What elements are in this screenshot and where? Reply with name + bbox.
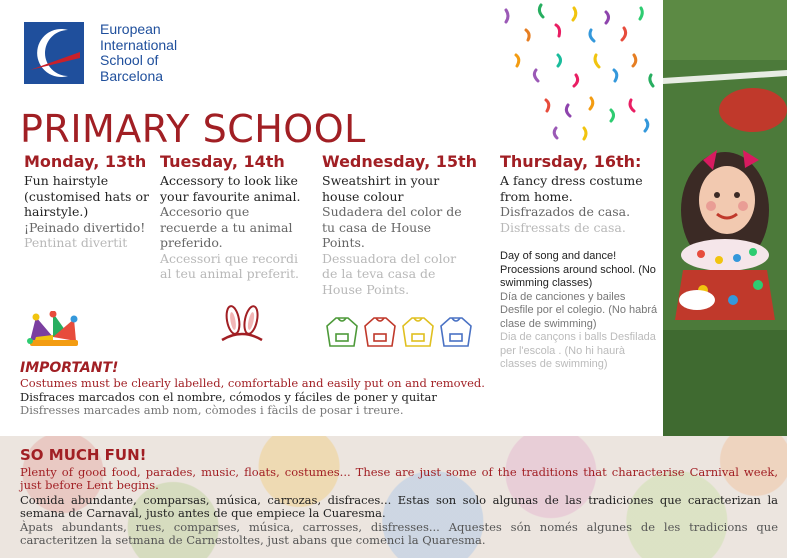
day-text-en: A fancy dress costume from home. bbox=[500, 173, 643, 204]
thursday-extra-ca: Dia de cançons i balls Desfilada per l'escola . (No hi haurà classes de swimming) bbox=[500, 331, 656, 370]
important-text-es: Disfraces marcados con el nombre, cómodos y fáciles de poner y quitar bbox=[20, 389, 437, 404]
school-name-line: International bbox=[100, 36, 178, 53]
day-heading: Monday, 13th bbox=[24, 152, 147, 171]
school-name-line: Barcelona bbox=[100, 67, 164, 84]
important-notice bbox=[20, 360, 490, 418]
thursday-extra-en: Day of song and dance! Processions around school. (No swimming classes) bbox=[500, 250, 656, 289]
day-text-es: Disfrazados de casa. bbox=[500, 204, 631, 219]
jester-hat-icon bbox=[22, 311, 84, 351]
school-name bbox=[100, 22, 177, 84]
fun-text-es: Comida abundante, comparsas, música, carrozas, disfraces... Estas son solo algunas de las tradiciones que caracterizan la semana de Carnaval, justo antes de que empiece la Cuaresma. bbox=[20, 493, 778, 520]
thursday-extra bbox=[500, 250, 658, 372]
day-text-ca: Accessori que recordi al teu animal preferit. bbox=[160, 250, 300, 281]
fun-heading: SO MUCH FUN! bbox=[20, 446, 147, 464]
photo-child-clown bbox=[663, 0, 787, 436]
school-name-line: European bbox=[100, 21, 161, 37]
day-text-es: Accesorio que recuerde a tu animal preferido. bbox=[160, 204, 293, 250]
day-text-es: Sudadera del color de tu casa de House Points. bbox=[322, 204, 462, 250]
day-column-thursday bbox=[500, 152, 660, 235]
day-text-en: Fun hairstyle (customised hats or hairstyle.) bbox=[24, 173, 149, 219]
day-heading: Tuesday, 14th bbox=[160, 152, 285, 171]
sweatshirt-icon bbox=[326, 314, 474, 350]
important-text-en: Costumes must be clearly labelled, comfortable and easily put on and removed. bbox=[20, 376, 485, 390]
day-text-ca: Dessuadora del color de la teva casa de House Points. bbox=[322, 250, 457, 297]
school-logo-icon bbox=[24, 22, 84, 84]
day-column-wednesday bbox=[322, 152, 478, 297]
day-column-monday bbox=[24, 152, 154, 251]
day-heading: Thursday, 16th: bbox=[500, 152, 642, 171]
day-text-en: Sweatshirt in your house colour bbox=[322, 173, 440, 204]
page-title: PRIMARY SCHOOL bbox=[20, 107, 366, 151]
important-heading: IMPORTANT! bbox=[20, 360, 119, 376]
bunny-ears-icon bbox=[216, 304, 268, 346]
school-name-line: School of bbox=[100, 52, 159, 68]
day-text-ca: Pentinat divertit bbox=[24, 235, 128, 250]
day-text-es: ¡Peinado divertido! bbox=[24, 219, 146, 235]
day-column-tuesday bbox=[160, 152, 305, 282]
day-text-ca: Disfressats de casa. bbox=[500, 219, 626, 235]
fun-text-en: Plenty of good food, parades, music, floats, costumes... These are just some of the traditions that characterise Carnival week, just before Lent begins. bbox=[20, 465, 778, 492]
day-heading: Wednesday, 15th bbox=[322, 152, 478, 171]
fun-text-ca: Àpats abundants, rues, comparses, música, carrosses, disfresses... Aquestes són només algunes de les tradicions que caracteritzen la setmana de Carnestoltes, just abans que comenci la Quaresma. bbox=[20, 520, 778, 547]
important-text-ca: Disfresses marcades amb nom, còmodes i fàcils de posar i treure. bbox=[20, 403, 404, 417]
day-text-en: Accessory to look like your favourite animal. bbox=[160, 173, 301, 204]
confetti-icon bbox=[496, 0, 662, 150]
thursday-extra-es: Día de canciones y bailes Desfile por el colegio. (No habrá clase de swimming) bbox=[500, 290, 658, 330]
